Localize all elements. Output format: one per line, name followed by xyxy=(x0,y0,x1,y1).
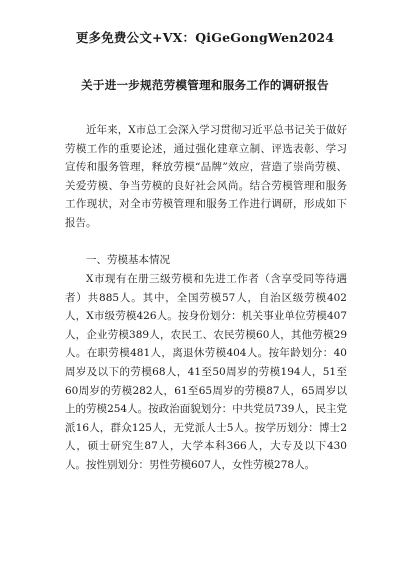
intro-paragraph: 近年来，X市总工会深入学习贯彻习近平总书记关于做好劳模工作的重要论述，通过强化建章立制、评选表彰、学习宣传和服务管理，释放劳模“品牌”效应，营造了崇尚劳模、关爱劳模、争当劳模的良好社会风尚。结合劳模管理和服务工作现状，对全市劳模管理和服务工作进行调研，形成如下报告。 xyxy=(65,124,347,229)
promo-header: 更多免费公文+VX：QiGeGongWen2024 xyxy=(75,30,335,45)
document-title: 关于进一步规范劳模管理和服务工作的调研报告 xyxy=(81,78,329,92)
section-heading: 一、劳模基本情况 xyxy=(86,254,170,266)
section-body-paragraph: X市现有在册三级劳模和先进工作者（含享受同等待遇者）共885人。其中，全国劳模57人，自治区级劳模402人，X市级劳模426人。按身份划分：机关事业单位劳模407人，企业劳模389人，农民工、农民劳模60人，其他劳模29人。在职劳模481人，离退休劳模404人。按年龄划分：40周岁及以下的劳模68人，41至50周岁的劳模194人，51至60周岁的劳模282人，61至65周岁的劳模87人，65周岁以上的劳模254人。按政治面貌划分：中共党员739人，民主党派16人，群众125人，无党派人士5人。按学历划分：博士2人，硕士研究生87人，大学本科366人，大专及以下430人。按性别划分：男性劳模607人，女性劳模278人。 xyxy=(65,273,347,471)
